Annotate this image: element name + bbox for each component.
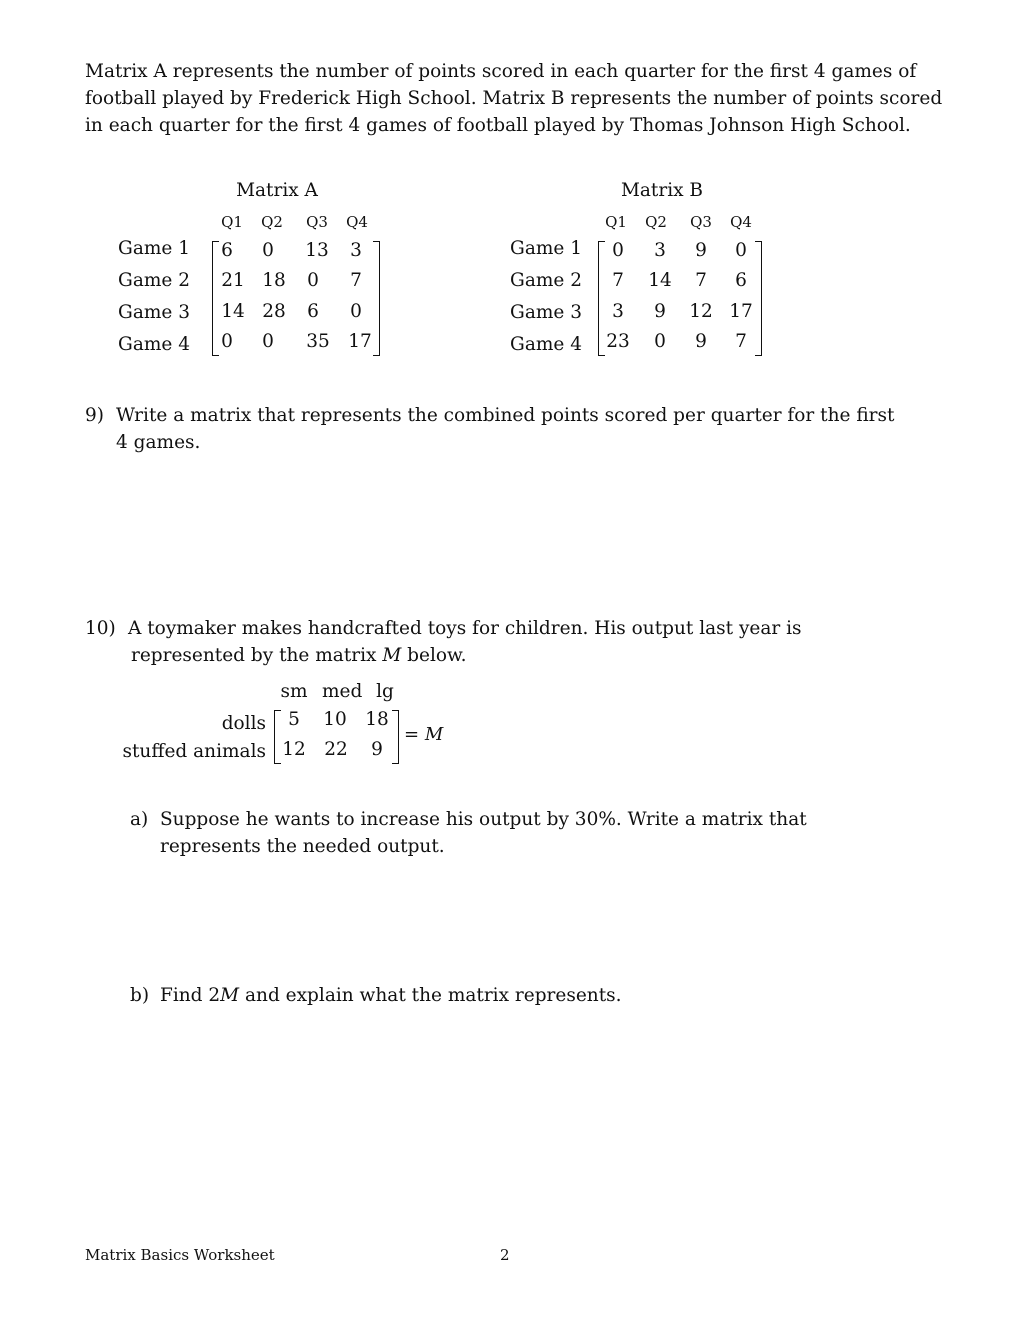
matrix-m-cell: 12 — [282, 739, 306, 760]
matrix-b-cell: 7 — [735, 331, 747, 352]
matrix-m-col-header: med — [322, 681, 363, 702]
matrix-m-cell: 22 — [324, 739, 348, 760]
matrix-m-cell: 18 — [365, 709, 389, 730]
matrix-a-cell: 3 — [350, 240, 362, 261]
part-b-label: b) — [130, 985, 150, 1006]
matrix-m-row-label: stuffed animals — [122, 741, 266, 762]
footer-title: Matrix Basics Worksheet — [85, 1246, 275, 1264]
part-b-text: Find 2M and explain what the matrix represents. — [160, 985, 622, 1006]
matrix-a-cell: 13 — [305, 240, 329, 261]
part-a-text-line1: Suppose he wants to increase his output by 30%. Write a matrix that — [160, 809, 807, 830]
matrix-b-cell: 14 — [648, 270, 672, 291]
matrix-b-col-header: Q3 — [690, 213, 712, 231]
matrix-a-col-header: Q3 — [306, 213, 328, 231]
matrix-a-col-header: Q4 — [346, 213, 368, 231]
matrix-b-cell: 6 — [735, 270, 747, 291]
matrix-a-cell: 28 — [262, 301, 286, 322]
matrix-a-col-header: Q2 — [261, 213, 283, 231]
matrix-a-cell: 14 — [221, 301, 245, 322]
matrix-b-cell: 7 — [612, 270, 624, 291]
matrix-m-col-header: lg — [376, 681, 394, 702]
question-9-text-line1: Write a matrix that represents the combined points scored per quarter for the first — [116, 405, 895, 426]
matrix-m-row-label: dolls — [221, 713, 266, 734]
matrix-a-cell: 21 — [221, 270, 245, 291]
matrix-a-col-header: Q1 — [221, 213, 243, 231]
matrix-b-row-label: Game 3 — [510, 302, 582, 323]
matrix-a-cell: 0 — [262, 331, 274, 352]
matrix-a-cell: 7 — [350, 270, 362, 291]
matrix-b-cell: 7 — [695, 270, 707, 291]
matrix-a-cell: 18 — [262, 270, 286, 291]
matrix-a-cell: 0 — [350, 301, 362, 322]
matrix-b-col-header: Q1 — [605, 213, 627, 231]
matrix-a-cell: 6 — [221, 240, 233, 261]
matrix-b-cell: 12 — [689, 301, 713, 322]
question-10 — [85, 615, 945, 675]
matrix-b-cell: 9 — [695, 331, 707, 352]
matrix-m-cell: 9 — [371, 739, 383, 760]
page-number: 2 — [500, 1246, 510, 1264]
question-9-number: 9) — [85, 405, 104, 426]
matrix-a-row-label: Game 4 — [118, 334, 190, 355]
question-10-part-a — [130, 806, 890, 866]
matrix-b-cell: 23 — [606, 331, 630, 352]
matrix-a-cell: 6 — [307, 301, 319, 322]
matrix-b-col-header: Q4 — [730, 213, 752, 231]
matrix-a-cell: 0 — [262, 240, 274, 261]
matrix-a-cell: 0 — [221, 331, 233, 352]
question-10-text-line1: A toymaker makes handcrafted toys for children. His output last year is — [128, 618, 802, 639]
matrix-b-cell: 0 — [654, 331, 666, 352]
matrix-b-cell: 3 — [654, 240, 666, 261]
matrix-b-col-header: Q2 — [645, 213, 667, 231]
matrix-b-cell: 9 — [654, 301, 666, 322]
matrix-b-cell: 9 — [695, 240, 707, 261]
question-10-text-line2: represented by the matrix M below. — [131, 645, 467, 666]
part-a-text-line2: represents the needed output. — [160, 836, 445, 857]
matrix-a-row-label: Game 1 — [118, 238, 190, 259]
matrix-a-cell: 35 — [306, 331, 330, 352]
matrix-b-cell: 0 — [735, 240, 747, 261]
question-10-number: 10) — [85, 618, 116, 639]
question-10-part-b — [130, 982, 890, 1012]
matrix-b-row-label: Game 4 — [510, 334, 582, 355]
question-9-text-line2: 4 games. — [116, 432, 201, 453]
matrix-m-cell: 5 — [288, 709, 300, 730]
matrix-b-cell: 0 — [612, 240, 624, 261]
matrix-a-cell: 0 — [307, 270, 319, 291]
matrix-m-cell: 10 — [323, 709, 347, 730]
matrix-b-row-label: Game 1 — [510, 238, 582, 259]
matrix-a-title: Matrix A — [236, 180, 318, 201]
question-9 — [85, 402, 945, 462]
matrix-a-cell: 17 — [348, 331, 372, 352]
intro-paragraph: Matrix A represents the number of points scored in each quarter for the first 4 games of football played by Frederick High School. Matrix B represents the number of points scored in each quarter for the first 4 games of football played by Thomas Johnson High School. — [85, 61, 943, 136]
matrix-b-row-label: Game 2 — [510, 270, 582, 291]
matrix-b-cell: 3 — [612, 301, 624, 322]
matrix-a-row-label: Game 3 — [118, 302, 190, 323]
matrix-b-title: Matrix B — [620, 180, 704, 201]
matrix-m-equation: = M — [404, 724, 444, 745]
matrix-m-col-header: sm — [280, 681, 308, 702]
matrix-b-cell: 17 — [729, 301, 753, 322]
part-a-label: a) — [130, 809, 149, 830]
matrix-a-row-label: Game 2 — [118, 270, 190, 291]
